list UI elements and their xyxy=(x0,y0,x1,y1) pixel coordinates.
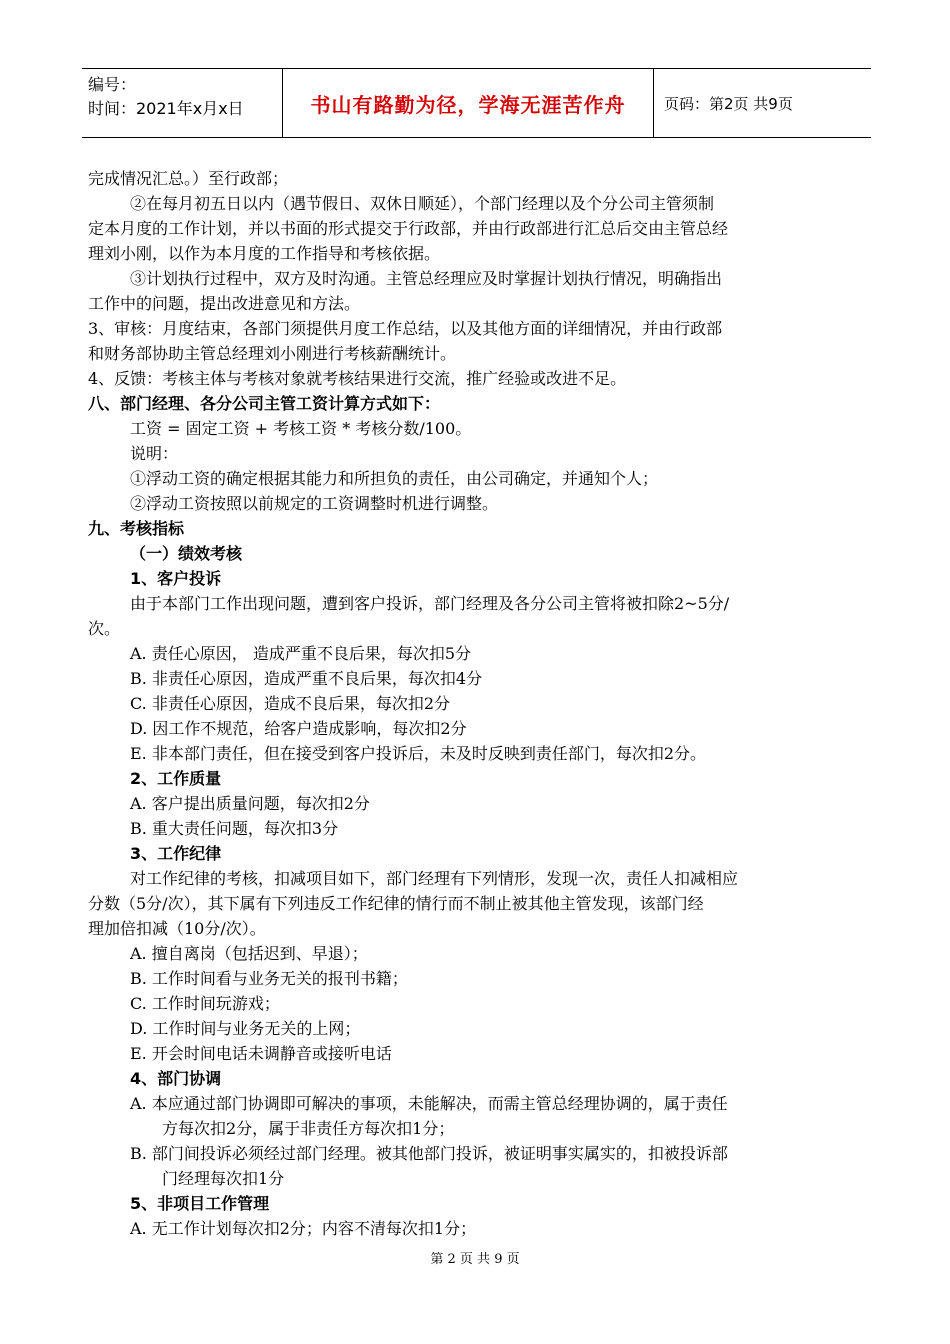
document-number-label: 编号： xyxy=(88,75,137,94)
page-footer: 第 2 页 共 9 页 xyxy=(430,1252,520,1267)
paragraph-line: 完成情况汇总。）至行政部； xyxy=(88,169,289,188)
section-heading: 九、考核指标 xyxy=(88,519,185,538)
paragraph-line: 4、反馈：考核主体与考核对象就考核结果进行交流，推广经验或改进不足。 xyxy=(88,369,627,388)
paragraph-line: 3、审核：月度结束，各部门须提供月度工作总结，以及其他方面的详细情况，并由行政部 xyxy=(88,319,723,338)
paragraph-line: ②在每月初五日以内（遇节假日、双休日顺延），个部门经理以及个分公司主管须制 xyxy=(130,194,715,213)
paragraph-line: 次。 xyxy=(88,619,121,638)
document-body xyxy=(88,166,868,1241)
subsection-heading: 4、部门协调 xyxy=(130,1069,222,1088)
document-date-label: 时间：2021年x月x日 xyxy=(88,99,244,118)
paragraph-line: 理刘小刚，以作为本月度的工作指导和考核依据。 xyxy=(88,244,441,263)
subsection-heading: 1、客户投诉 xyxy=(130,569,222,588)
list-item: D. 因工作不规范，给客户造成影响，每次扣2分 xyxy=(130,719,467,738)
paragraph-line: ③计划执行过程中，双方及时沟通。主管总经理应及时掌握计划执行情况，明确指出 xyxy=(130,269,723,288)
list-item: E. 非本部门责任，但在接受到客户投诉后，未及时反映到责任部门，每次扣2分。 xyxy=(130,744,707,763)
list-item: A. 责任心原因， 造成严重不良后果，每次扣5分 xyxy=(130,644,471,663)
list-item: A. 客户提出质量问题，每次扣2分 xyxy=(130,794,370,813)
paragraph-line: 分数（5分/次），其下属有下列违反工作纪律的情行而不制止被其他主管发现，该部门经 xyxy=(88,894,704,913)
header-page-cell xyxy=(654,69,871,137)
list-item: E. 开会时间电话未调静音或接听电话 xyxy=(130,1044,392,1063)
paragraph-line: 对工作纪律的考核，扣减项目如下，部门经理有下列情形，发现一次，责任人扣减相应 xyxy=(130,869,739,888)
header-motto: 书山有路勤为径，学海无涯苦作舟 xyxy=(310,92,626,117)
paragraph-line: 由于本部门工作出现问题，遭到客户投诉，部门经理及各分公司主管将被扣除2~5分/ xyxy=(130,594,730,613)
paragraph-line: 工作中的问题，提出改进意见和方法。 xyxy=(88,294,361,313)
paragraph-line: ②浮动工资按照以前规定的工资调整时机进行调整。 xyxy=(130,494,499,513)
subsection-heading: 5、非项目工作管理 xyxy=(130,1194,270,1213)
header-motto-cell xyxy=(282,69,654,137)
list-item: A. 擅自离岗（包括迟到、早退）； xyxy=(130,944,368,963)
list-item-continuation: 方每次扣2分，属于非责任方每次扣1分； xyxy=(162,1119,455,1138)
list-item: B. 部门间投诉必须经过部门经理。被其他部门投诉，被证明事实属实的，扣被投诉部 xyxy=(130,1144,728,1163)
formula-line: 工资 = 固定工资 + 考核工资 * 考核分数/100。 xyxy=(130,419,472,438)
list-item: B. 非责任心原因，造成严重不良后果，每次扣4分 xyxy=(130,669,483,688)
list-item: A. 无工作计划每次扣2分；内容不清每次扣1分； xyxy=(130,1219,477,1238)
list-item: B. 工作时间看与业务无关的报刊书籍； xyxy=(130,969,408,988)
subsection-heading: （一）绩效考核 xyxy=(130,544,243,563)
paragraph-line: 定本月度的工作计划，并以书面的形式提交于行政部，并由行政部进行汇总后交由主管总经 xyxy=(88,219,729,238)
document-header xyxy=(82,68,871,138)
section-heading: 八、部门经理、各分公司主管工资计算方式如下： xyxy=(88,394,441,413)
header-page-label: 页码：第2页 共9页 xyxy=(664,94,793,113)
header-meta xyxy=(82,69,282,137)
subsection-heading: 2、工作质量 xyxy=(130,769,222,788)
paragraph-line: 和财务部协助主管总经理刘小刚进行考核薪酬统计。 xyxy=(88,344,457,363)
paragraph-line: ①浮动工资的确定根据其能力和所担负的责任，由公司确定，并通知个人； xyxy=(130,469,659,488)
list-item: C. 工作时间玩游戏； xyxy=(130,994,280,1013)
list-item: C. 非责任心原因，造成不良后果，每次扣2分 xyxy=(130,694,451,713)
list-item: D. 工作时间与业务无关的上网； xyxy=(130,1019,361,1038)
list-item-continuation: 门经理每次扣1分 xyxy=(162,1169,285,1188)
list-item: A. 本应通过部门协调即可解决的事项，未能解决，而需主管总经理协调的，属于责任 xyxy=(130,1094,728,1113)
paragraph-line: 理加倍扣减（10分/次）。 xyxy=(88,919,266,938)
paragraph-line: 说明： xyxy=(130,444,179,463)
subsection-heading: 3、工作纪律 xyxy=(130,844,222,863)
list-item: B. 重大责任问题，每次扣3分 xyxy=(130,819,339,838)
